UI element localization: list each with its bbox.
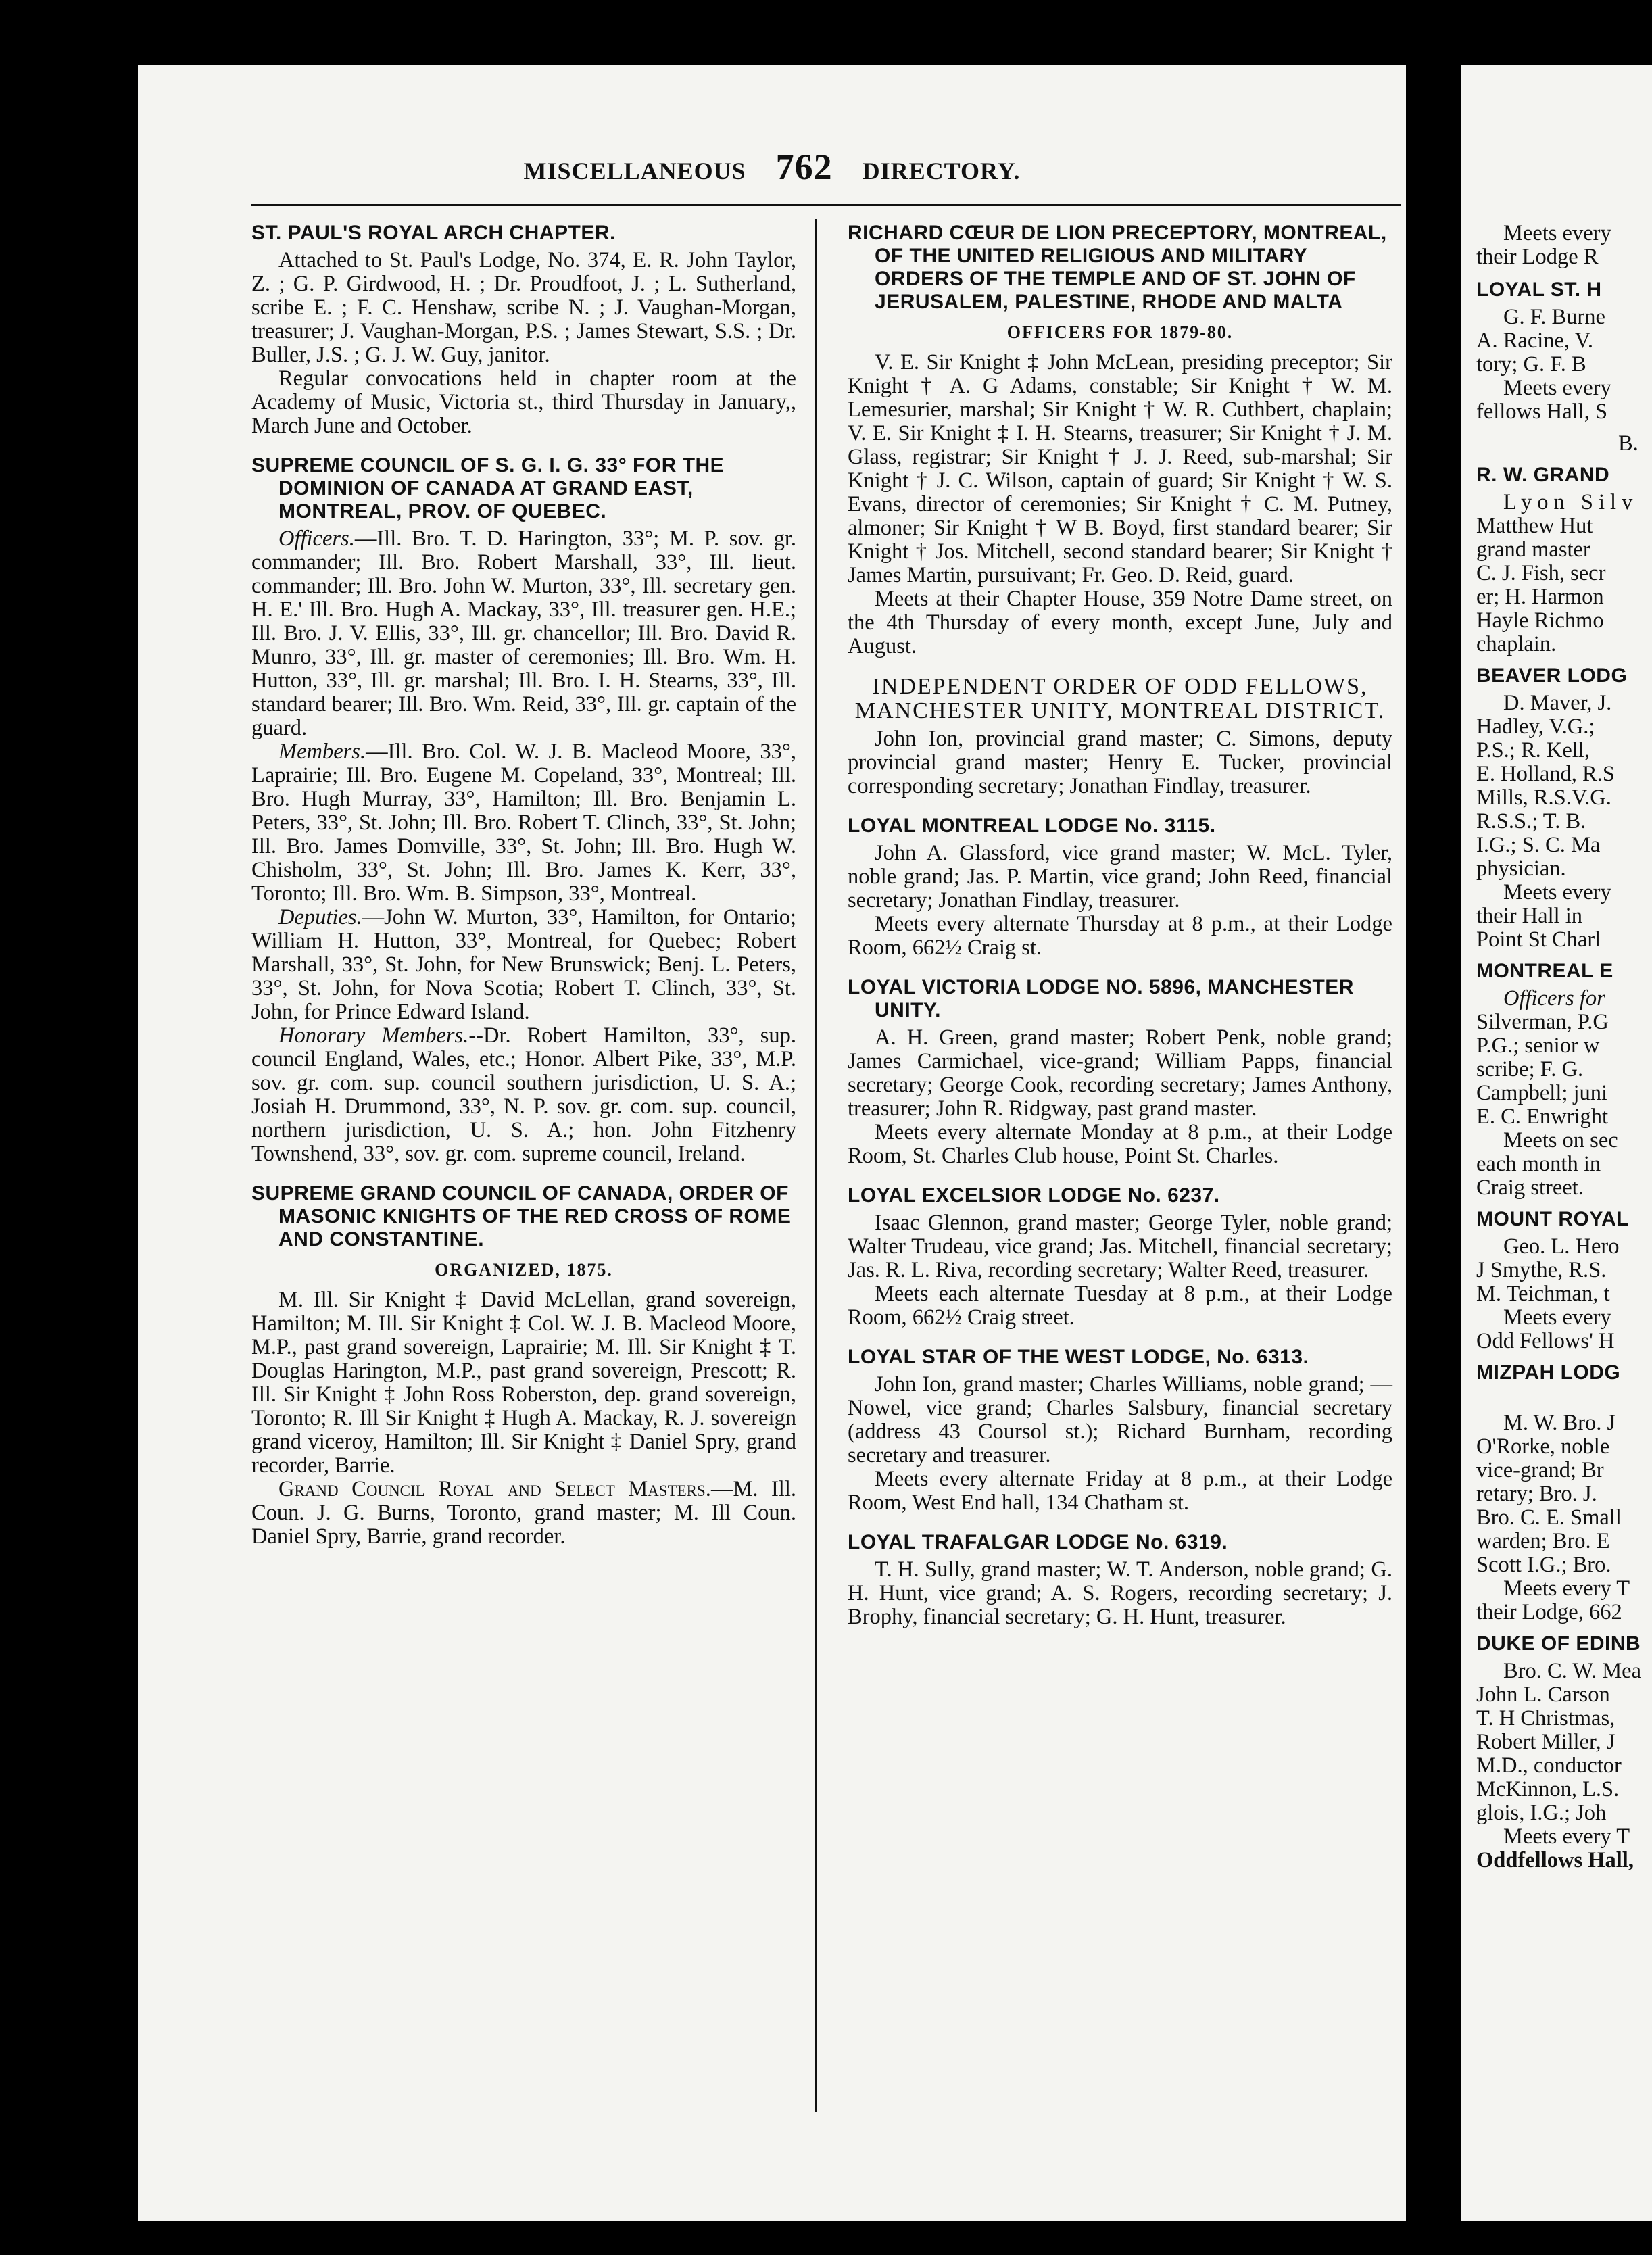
section-st-pauls [251, 222, 796, 438]
line: Scott I.G.; Bro. [1476, 1553, 1611, 1577]
paragraph [251, 1478, 796, 1549]
line: Bro. C. W. Mea [1503, 1659, 1642, 1683]
right-column-fragment [1476, 222, 1652, 1872]
section-title: BEAVER LODG [1476, 664, 1628, 687]
directory-page [138, 65, 1406, 2221]
line: Odd Fellows' H [1476, 1329, 1615, 1353]
officers-text: —Ill. Bro. T. D. Harington, 33°; M. P. sov. gr. commander; Ill. Bro. Robert Marshall, 33°, Ill. lieut. commander; Ill. Bro. John W. Murton, 33°, Ill. secretary gen. H. E.' Ill. Bro. Hugh A. Mackay, 33°, Ill. treasurer gen. H.E.; Ill. Bro. J. V. Ellis, 33°, Ill. gr. chancellor; Ill. Bro. David R. Munro, 33°, Ill. gr. master of ceremonies; Ill. Bro. Wm. H. Hutton, 33°, Ill. gr. marshal; Ill. Bro. I. H. Stearns, 33°, Ill. standard bearer; Ill. Bro. Wm. Reid, 33°, Ill. gr. captain of the guard. [251, 527, 796, 740]
line: R.S.S.; T. B. [1476, 809, 1586, 833]
section-preceptory [848, 222, 1392, 658]
paragraph [251, 527, 796, 740]
paragraph: M. Ill. Sir Knight ‡ David McLellan, grand sovereign, Hamilton; M. Ill. Sir Knight ‡ Col. W. J. B. Macleod Moore, M.P., past grand sovereign, Laprairie; M. Ill. Sir Knight ‡ T. Douglas Harington, M.P., past grand sovereign, Prescott; R. Ill. Sir Knight ‡ John Ross Roberston, dep. grand sovereign, Toronto; R. Ill Sir Knight ‡ Hugh A. Mackay, R. J. sovereign grand viceroy, Hamilton; Ill. Sir Knight ‡ Daniel Spry, grand recorder, Barrie. [251, 1288, 796, 1478]
section-title: SUPREME GRAND COUNCIL OF CANADA, ORDER OF MASONIC KNIGHTS OF THE RED CROSS OF ROME AND CONSTANTINE. [251, 1182, 792, 1251]
middle-column [848, 222, 1392, 1645]
line: fellows Hall, S [1476, 399, 1608, 424]
line: Meets on sec [1503, 1128, 1618, 1153]
line: McKinnon, L.S. [1476, 1777, 1620, 1801]
running-head-left: MISCELLANEOUS [523, 157, 746, 185]
section-loyal-montreal [848, 815, 1392, 960]
officers-label: Officers. [278, 527, 355, 551]
section-title: MOUNT ROYAL [1476, 1208, 1630, 1230]
line: tory; G. F. B [1476, 352, 1586, 377]
line: M. W. Bro. J [1503, 1411, 1616, 1435]
line: T. H Christmas, [1476, 1706, 1615, 1730]
paragraph [251, 740, 796, 906]
line: their Lodge R [1476, 245, 1599, 269]
line: vice-grand; Br [1476, 1458, 1604, 1482]
section-loyal-excelsior [848, 1184, 1392, 1330]
paragraph: Meets at their Chapter House, 359 Notre Dame street, on the 4th Thursday of every month, except June, July and August. [848, 587, 1392, 658]
section-title: SUPREME COUNCIL OF S. G. I. G. 33° FOR THE DOMINION OF CANADA AT GRAND EAST, MONTREAL, PROV. OF QUEBEC. [251, 454, 725, 523]
header-rule [251, 204, 1401, 206]
paragraph [251, 1024, 796, 1166]
line: Officers for [1503, 986, 1605, 1011]
line: Meets every [1503, 1305, 1611, 1330]
column-divider [815, 219, 817, 2112]
paragraph: Regular convocations held in chapter room at the Academy of Music, Victoria st., third Thursday in January,, March June and October. [251, 366, 796, 438]
line: Meets every [1503, 880, 1611, 904]
line: scribe; F. G. [1476, 1057, 1584, 1082]
line: B. [1618, 431, 1638, 456]
section-subtitle: OFFICERS FOR 1879-80. [1006, 322, 1234, 342]
line: Bro. C. E. Small [1476, 1505, 1622, 1530]
running-head [138, 146, 1406, 188]
paragraph: T. H. Sully, grand master; W. T. Anderson, noble grand; G. H. Hunt, vice grand; A. S. Rogers, recording secretary; J. Brophy, financial secretary; G. H. Hunt, treasurer. [848, 1557, 1392, 1629]
section-title: MIZPAH LODG [1476, 1361, 1621, 1384]
line: D. Maver, J. [1503, 691, 1612, 715]
section-title: LOYAL STAR OF THE WEST LODGE, No. 6313. [848, 1346, 1309, 1368]
line: A. Racine, V. [1476, 329, 1594, 353]
line: J Smythe, R.S. [1476, 1258, 1607, 1282]
line: I.G.; S. C. Ma [1476, 833, 1601, 857]
line: P.S.; R. Kell, [1476, 738, 1590, 762]
section-red-cross [251, 1182, 796, 1549]
section-title: RICHARD CŒUR DE LION PRECEPTORY, MONTREAL, OF THE UNITED RELIGIOUS AND MILITARY ORDERS OF THE TEMPLE AND OF ST. JOHN OF JERUSALEM, PALESTINE, RHODE AND MALTA [848, 222, 1387, 313]
line: E. Holland, R.S [1476, 762, 1615, 786]
line: Meets every T [1503, 1824, 1630, 1849]
line: physician. [1476, 856, 1566, 881]
section-title: R. W. GRAND [1476, 464, 1610, 486]
section-title: INDEPENDENT ORDER OF ODD FELLOWS, MANCHESTER UNITY, MONTREAL DISTRICT. [854, 674, 1386, 723]
line: Hayle Richmo [1476, 608, 1604, 633]
line: Point St Charl [1476, 927, 1601, 952]
grand-council-text: —M. Ill. Coun. J. G. Burns, Toronto, grand master; M. Ill Coun. Daniel Spry, Barrie, grand recorder. [251, 1477, 796, 1549]
line: Meets every [1503, 376, 1611, 400]
section-odd-fellows [848, 675, 1392, 798]
line: er; H. Harmon [1476, 585, 1604, 609]
grand-council-label: Grand Council Royal and Select Masters. [278, 1477, 711, 1501]
paragraph: V. E. Sir Knight ‡ John McLean, presiding preceptor; Sir Knight † A. G Adams, constable; Sir Knight † W. M. Lemesurier, marshal; Sir Knight † W. R. Cuthbert, chaplain; V. E. Sir Knight ‡ I. H. Stearns, treasurer; Sir Knight † J. M. Glass, registrar; Sir Knight † J. J. Reed, sub-marshal; Sir Knight † J. C. Wilson, captain of guard; Sir Knight † W. S. Evans, director of ceremonies; Sir Knight † C. M. Putney, almoner; Sir Knight † W B. Boyd, first standard bearer; Sir Knight † Jos. Mitchell, second standard bearer; Sir Knight † James Martin, pursuivant; Fr. Geo. D. Reid, guard. [848, 350, 1392, 587]
paragraph: John Ion, provincial grand master; C. Simons, deputy provincial grand master; Henry E. Tucker, provincial corresponding secretary; Jonathan Findlay, treasurer. [848, 727, 1392, 798]
section-supreme-council [251, 454, 796, 1166]
line: retary; Bro. J. [1476, 1482, 1597, 1506]
section-subtitle: ORGANIZED, 1875. [435, 1260, 613, 1280]
section-loyal-trafalgar [848, 1531, 1392, 1629]
line: O'Rorke, noble [1476, 1434, 1610, 1459]
section-title: LOYAL MONTREAL LODGE No. 3115. [848, 815, 1216, 837]
section-title: LOYAL EXCELSIOR LODGE No. 6237. [848, 1184, 1220, 1207]
line: glois, I.G.; Joh [1476, 1801, 1607, 1825]
line: C. J. Fish, secr [1476, 561, 1606, 585]
line: each month in [1476, 1152, 1601, 1176]
paragraph: Isaac Glennon, grand master; George Tyler, noble grand; Walter Trudeau, vice grand; Jas. Mitchell, financial secretary; Jas. R. L. Riva, recording secretary; Walter Reed, treasurer. [848, 1211, 1392, 1282]
line: their Lodge, 662 [1476, 1600, 1622, 1624]
adjacent-page [1461, 65, 1652, 2221]
line: Lyon Silv [1503, 490, 1638, 514]
honorary-label: Honorary Members. [278, 1023, 469, 1048]
section-title: ST. PAUL'S ROYAL ARCH CHAPTER. [251, 222, 616, 244]
line: M.D., conductor [1476, 1753, 1622, 1778]
line: their Hall in [1476, 904, 1583, 928]
page-gutter [1406, 0, 1461, 2255]
section-title: MONTREAL E [1476, 960, 1613, 982]
line: Matthew Hut [1476, 514, 1593, 538]
deputies-label: Deputies. [278, 905, 362, 929]
line: Hadley, V.G.; [1476, 714, 1595, 739]
members-label: Members. [278, 739, 366, 764]
line: chaplain. [1476, 632, 1557, 656]
paragraph: Attached to St. Paul's Lodge, No. 374, E. R. John Taylor, Z. ; G. P. Girdwood, H. ; Dr. Proudfoot, J. ; L. Sutherland, scribe E. ; F. C. Henshaw, scribe N. ; J. Vaughan-Morgan, treasurer; J. Vaughan-Morgan, P.S. ; James Stewart, S.S. ; Dr. Buller, J.S. ; G. J. W. Guy, janitor. [251, 248, 796, 367]
deputies-text: —John W. Murton, 33°, Hamilton, for Ontario; William H. Hutton, 33°, Montreal, for Quebec; Robert Marshall, 33°, St. John, for New Brunswick; Benj. L. Peters, 33°, St. John, for Nova Scotia; Robert T. Clinch, 33°, St. John, for Prince Edward Island. [251, 905, 796, 1024]
section-title: LOYAL ST. H [1476, 278, 1602, 301]
line: Mills, R.S.V.G. [1476, 785, 1611, 810]
line: P.G.; senior w [1476, 1034, 1600, 1058]
members-text: —Ill. Bro. Col. W. J. B. Macleod Moore, 33°, Laprairie; Ill. Bro. Eugene M. Copeland, 33°, Montreal; Ill. Bro. Hugh Murray, 33°, Hamilton; Ill. Bro. Benjamin L. Peters, 33°, St. John; Ill. Bro. Robert T. Clinch, 33°, St. John; Ill. Bro. James Domville, 33°, St. John; Ill. Bro. Hugh W. Chisholm, 33°, St. John; Ill. Bro. James K. Kerr, 33°, Toronto; Ill. Bro. Wm. B. Simpson, 33°, Montreal. [251, 739, 796, 906]
honorary-text: --Dr. Robert Hamilton, 33°, sup. council England, Wales, etc.; Honor. Albert Pike, 33°, M.P. sov. gr. com. sup. council southern jurisdiction, U. S. A.; Josiah H. Drummond, 33°, N. P. sov. gr. com. sup. council, northern jurisdiction, U. S. A.; hon. John Fitzhenry Townshend, 33°, sov. gr. com. supreme council, Ireland. [251, 1023, 796, 1166]
line: Meets every [1503, 221, 1611, 245]
page-number: 762 [775, 147, 833, 187]
line: Meets every T [1503, 1576, 1630, 1601]
paragraph: Meets every alternate Monday at 8 p.m., at their Lodge Room, St. Charles Club house, Point St. Charles. [848, 1120, 1392, 1168]
line: John L. Carson [1476, 1682, 1610, 1707]
line: Campbell; juni [1476, 1081, 1608, 1105]
section-title: DUKE OF EDINB [1476, 1632, 1641, 1655]
line: E. C. Enwright [1476, 1105, 1608, 1129]
section-title: LOYAL VICTORIA LODGE NO. 5896, MANCHESTER UNITY. [848, 976, 1354, 1021]
paragraph: Meets each alternate Tuesday at 8 p.m., at their Lodge Room, 662½ Craig street. [848, 1282, 1392, 1330]
line: Oddfellows Hall, [1476, 1848, 1634, 1872]
line: grand master [1476, 537, 1590, 562]
paragraph [251, 906, 796, 1024]
paragraph: A. H. Green, grand master; Robert Penk, noble grand; James Carmichael, vice-grand; William Papps, financial secretary; George Cook, recording secretary; James Anthony, treasurer; John R. Ridgway, past grand master. [848, 1025, 1392, 1121]
paragraph: John A. Glassford, vice grand master; W. McL. Tyler, noble grand; Jas. P. Martin, vice grand; John Reed, financial secretary; Jonathan Findlay, treasurer. [848, 841, 1392, 913]
paragraph: Meets every alternate Friday at 8 p.m., at their Lodge Room, West End hall, 134 Chatham st. [848, 1467, 1392, 1515]
line: Silverman, P.G [1476, 1010, 1609, 1034]
left-column [251, 222, 796, 1565]
line: M. Teichman, t [1476, 1282, 1610, 1306]
line: G. F. Burne [1503, 305, 1605, 329]
line: Geo. L. Hero [1503, 1234, 1620, 1259]
section-loyal-victoria [848, 976, 1392, 1168]
section-title: LOYAL TRAFALGAR LODGE No. 6319. [848, 1531, 1228, 1553]
paragraph: Meets every alternate Thursday at 8 p.m., at their Lodge Room, 662½ Craig st. [848, 912, 1392, 960]
line: Craig street. [1476, 1175, 1584, 1200]
line: warden; Bro. E [1476, 1529, 1610, 1553]
running-head-right: DIRECTORY. [862, 157, 1021, 185]
line: Robert Miller, J [1476, 1730, 1615, 1754]
paragraph: John Ion, grand master; Charles Williams, noble grand; — Nowel, vice grand; Charles Salsbury, financial secretary (address 43 Coursol st.); Richard Burnham, recording secretary and treasurer. [848, 1372, 1392, 1468]
section-loyal-star-west [848, 1346, 1392, 1515]
